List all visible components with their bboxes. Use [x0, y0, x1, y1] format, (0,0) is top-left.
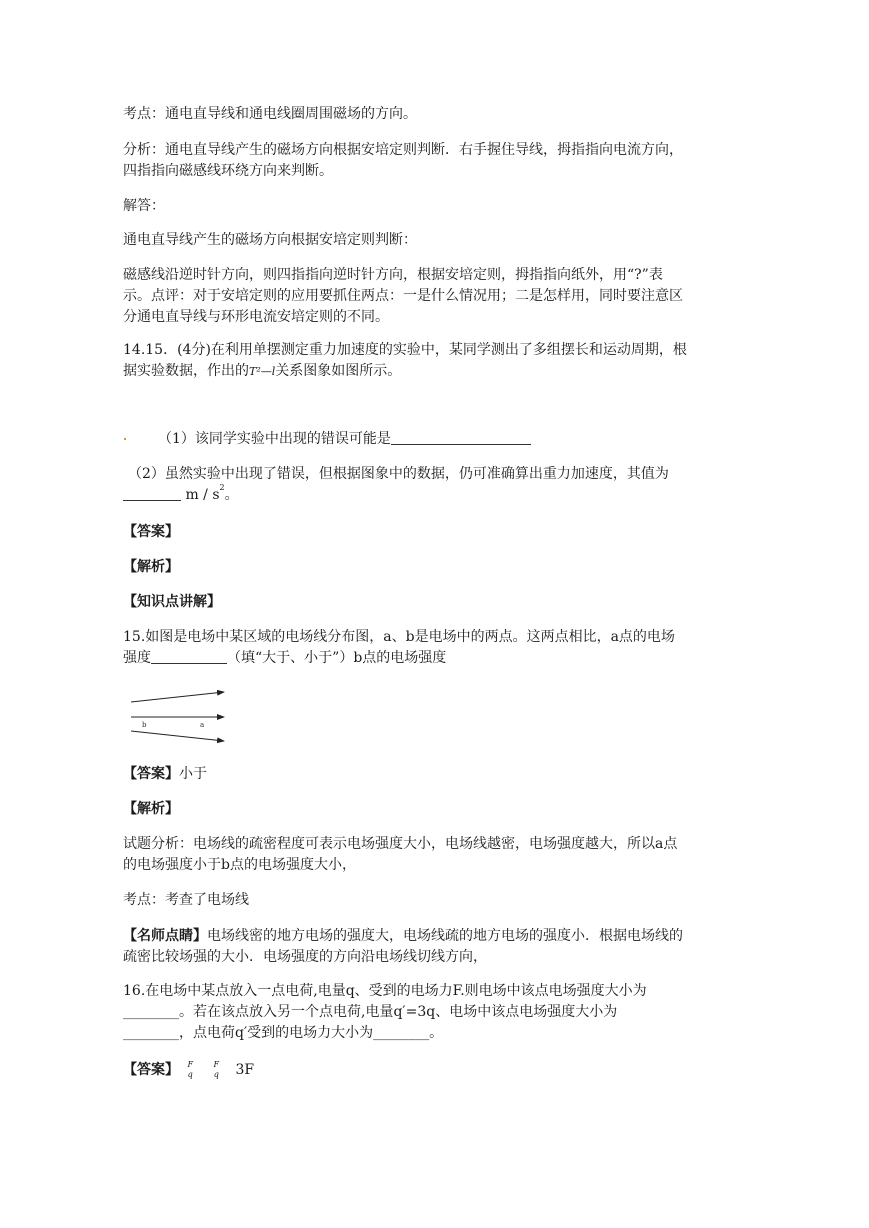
- fenxi-line-1: 分析：通电直导线产生的磁场方向根据安培定则判断．右手握住导线，拇指指向电流方向，: [123, 142, 683, 158]
- field-line-top: [131, 692, 224, 702]
- question-14: [123, 340, 743, 382]
- question-16: [123, 981, 743, 1044]
- q15-answer: 【答案】小于: [123, 766, 207, 782]
- field-line-bottom: [131, 731, 224, 741]
- q14-sub1-blank[interactable]: [391, 430, 531, 445]
- jieda-text: 解答：: [123, 198, 165, 214]
- electric-field-lines-figure: [123, 684, 233, 748]
- q15-kaodian: 考点：考查了电场线: [123, 892, 249, 908]
- q14-line-2: 据实验数据，作出的T²—l关系图象如图所示。: [123, 363, 402, 379]
- q14-sub1: （1）该同学实验中出现的错误可能是: [158, 429, 778, 450]
- q16-answer-3: 3F: [235, 1062, 255, 1078]
- q14-sub2: （2）虽然实验中出现了错误，但根据图象中的数据，仍可准确算出重力加速度，其值为 m / $s^2$。: [128, 464, 748, 507]
- q14-line-1: 14.15．(4分)在利用单摆测定重力加速度的实验中，某同学测出了多组摆长和运动周期，根: [123, 342, 687, 358]
- q16-answer-fraction-2: F q: [213, 1060, 220, 1079]
- cigan-line-2: 示。点评：对于安培定则的应用要抓住两点：一是什么情况用；二是怎样用，同时要注意区: [123, 288, 683, 304]
- q15-answer-value: 小于: [179, 766, 207, 782]
- q16-line-1: 16.在电场中某点放入一点电荷,电量q、受到的电场力F.则电场中该点电场强度大小为: [123, 983, 647, 999]
- fenxi-paragraph: [123, 140, 743, 182]
- q15-analysis: [123, 834, 743, 876]
- cigan-line-1: 磁感线沿逆时针方向，则四指指向逆时针方向，根据安培定则，拇指指向纸外，用“?”表: [123, 267, 663, 283]
- q16-answer-fraction-1: F q: [187, 1060, 194, 1079]
- q16-line-3: ________，点电荷q′受到的电场力大小为________。: [123, 1025, 444, 1041]
- q15-analysis-line-1: 试题分析：电场线的疏密程度可表示电场强度大小，电场线越密，电场强度越大，所以a点: [123, 836, 678, 852]
- jieda2-text: 通电直导线产生的磁场方向根据安培定则判断：: [123, 232, 417, 248]
- q14-formula: T²—l: [249, 365, 276, 378]
- q16-line-2: ________。若在该点放入另一个点电荷,电量q′=3q、电场中该点电场强度大小为: [123, 1004, 618, 1020]
- q14-answer-label: 【答案】: [123, 524, 179, 540]
- q14-zhishi-label: 【知识点讲解】: [123, 594, 221, 610]
- q15-line-2: 强度 （填“大于、小于”）b点的电场强度: [123, 650, 447, 666]
- jieda2-paragraph: [123, 230, 743, 251]
- point-b-label: b: [142, 721, 147, 729]
- q15-mingshi-line-2: 疏密比较场强的大小．电场强度的方向沿电场线切线方向，: [123, 949, 487, 965]
- fenxi-line-2: 四指指向磁感线环绕方向来判断。: [123, 163, 333, 179]
- q16-blank-2[interactable]: ________: [123, 1025, 179, 1041]
- q15-analysis-line-2: 的电场强度小于b点的电场强度大小，: [123, 857, 356, 873]
- point-a-label: a: [200, 721, 205, 729]
- cigan-paragraph: [123, 265, 743, 328]
- q15-mingshi: 【名师点睛】电场线密的地方电场的强度大，电场线疏的地方电场的强度小．根据电场线的 疏密比较场强的大小．电场强度的方向沿电场线切线方向，: [123, 926, 743, 968]
- q16-blank-3[interactable]: ________: [373, 1025, 430, 1041]
- stray-dot: [124, 438, 126, 440]
- jieda-paragraph: [123, 196, 743, 217]
- q14-jiexi-label: 【解析】: [123, 559, 179, 575]
- kaodian-paragraph: [123, 104, 743, 125]
- question-15: [123, 627, 743, 669]
- q15-line-1: 15.如图是电场中某区域的电场线分布图，a、b是电场中的两点。这两点相比，a点的电场: [123, 629, 675, 645]
- q16-answer: 【答案】 F q F q 3F: [123, 1060, 255, 1079]
- q16-blank-1[interactable]: ________: [123, 1004, 179, 1020]
- q14-sub2-line-1: （2）虽然实验中出现了错误，但根据图象中的数据，仍可准确算出重力加速度，其值为: [128, 466, 669, 482]
- q14-sub2-blank[interactable]: [123, 486, 181, 501]
- cigan-line-3: 分通电直导线与环形电流安培定则的不同。: [123, 309, 389, 325]
- kaodian-text: 考点：通电直导线和通电线圈周围磁场的方向。: [123, 106, 417, 122]
- q15-jiexi-label: 【解析】: [123, 801, 179, 817]
- q15-blank[interactable]: [151, 649, 227, 664]
